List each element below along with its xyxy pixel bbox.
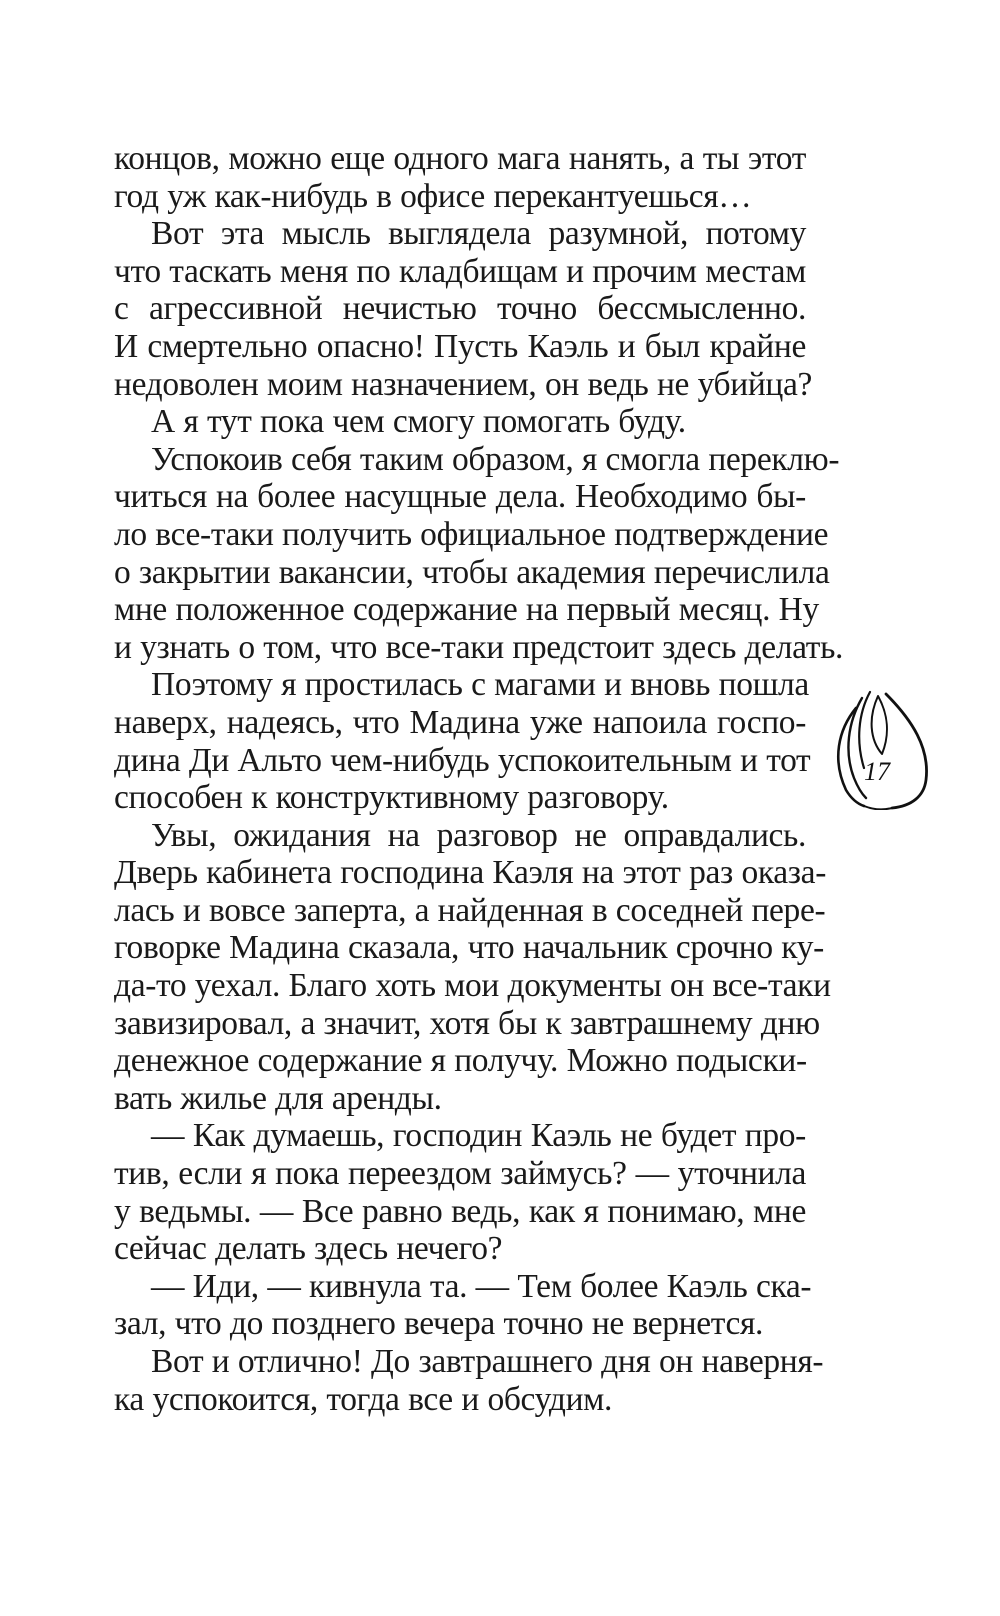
text-line: говорке Мадина сказала, что начальник срочно ку- bbox=[114, 929, 824, 967]
text-line: что таскать меня по кладбищам и прочим местам bbox=[114, 252, 806, 290]
text-line: лась и вовсе заперта, а найденная в соседней пере- bbox=[114, 891, 826, 929]
text-line: Успокоив себя таким образом, я смогла переклю- bbox=[151, 440, 840, 478]
text-line: недоволен моим назначением, он ведь не убийца? bbox=[114, 365, 813, 403]
text-line: И смертельно опасно! Пусть Каэль и был крайне bbox=[114, 327, 806, 365]
flame-icon bbox=[826, 690, 946, 810]
text-line: зал, что до позднего вечера точно не вернется. bbox=[114, 1305, 764, 1343]
text-line: завизировал, а значит, хотя бы к завтрашнему дню bbox=[114, 1004, 820, 1042]
text-line: да-то уехал. Благо хоть мои документы он все-таки bbox=[114, 967, 831, 1005]
text-line: — Иди, — кивнула та. — Тем более Каэль ска- bbox=[151, 1267, 812, 1305]
page-body-text bbox=[114, 140, 844, 1418]
text-line: год уж как-нибудь в офисе перекантуешься… bbox=[114, 177, 752, 215]
text-line: с агрессивной нечистью точно бессмысленно. bbox=[114, 290, 806, 328]
text-line: концов, можно еще одного мага нанять, а ты этот bbox=[114, 140, 806, 177]
text-line: о закрытии вакансии, чтобы академия перечислила bbox=[114, 553, 830, 591]
text-line: Вот эта мысль выглядела разумной, потому bbox=[151, 215, 806, 253]
text-line: Вот и отлично! До завтрашнего дня он наверня- bbox=[151, 1343, 824, 1380]
text-line: ло все-таки получить официальное подтверждение bbox=[114, 515, 829, 553]
text-line: наверх, надеясь, что Мадина уже напоила госпо- bbox=[114, 703, 806, 741]
text-line: — Как думаешь, господин Каэль не будет про- bbox=[151, 1117, 806, 1155]
text-line: мне положенное содержание на первый месяц. Ну bbox=[114, 591, 819, 629]
text-line: ка успокоится, тогда все и обсудим. bbox=[114, 1380, 613, 1418]
page-number: 17 bbox=[864, 757, 890, 786]
text-line: денежное содержание я получу. Можно подыски- bbox=[114, 1042, 807, 1080]
text-line: способен к конструктивному разговору. bbox=[114, 779, 669, 817]
text-line: Поэтому я простилась с магами и вновь пошла bbox=[151, 666, 809, 704]
text-line: Дверь кабинета господина Каэля на этот раз оказа- bbox=[114, 854, 826, 892]
text-line: тив, если я пока переездом займусь? — уточнила bbox=[114, 1155, 806, 1193]
text-line: сейчас делать здесь нечего? bbox=[114, 1230, 503, 1268]
text-line: вать жилье для аренды. bbox=[114, 1079, 442, 1117]
text-line: у ведьмы. — Все равно ведь, как я понимаю, мне bbox=[114, 1192, 806, 1230]
text-line: и узнать о том, что все-таки предстоит здесь делать. bbox=[114, 628, 844, 666]
text-line: дина Ди Альто чем-нибудь успокоительным и тот bbox=[114, 741, 811, 779]
text-line: читься на более насущные дела. Необходимо бы- bbox=[114, 478, 806, 516]
text-line: А я тут пока чем смогу помогать буду. bbox=[151, 403, 686, 441]
text-line: Увы, ожидания на разговор не оправдались. bbox=[151, 816, 806, 854]
